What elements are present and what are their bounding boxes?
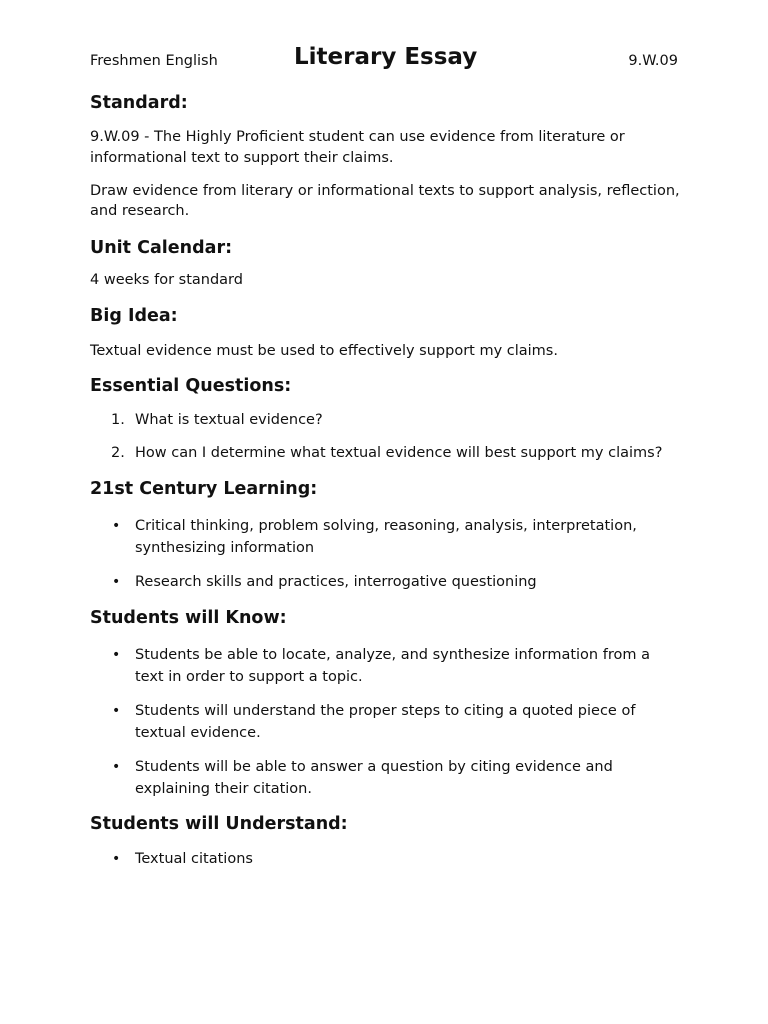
standard-code: 9.W.09 xyxy=(628,53,678,69)
standard-paragraph: 9.W.09 - The Highly Proficient student can use evidence from literature or informational text to support their claims. xyxy=(90,129,625,166)
section-heading-students-will-know: Students will Know: xyxy=(90,608,287,628)
bullet-icon: • xyxy=(112,851,121,867)
list-item xyxy=(90,572,680,593)
bullet-icon: • xyxy=(112,647,121,663)
bullet-icon: • xyxy=(112,518,121,534)
list-item xyxy=(90,410,680,431)
unit-calendar-text: 4 weeks for standard xyxy=(90,272,243,288)
list-item xyxy=(90,756,680,800)
section-students-will-understand xyxy=(90,812,680,870)
list-item-text: Students be able to locate, analyze, and synthesize information from a text in order to support a topic. xyxy=(135,647,650,685)
standard-paragraph: Draw evidence from literary or informational texts to support analysis, reflection, and research. xyxy=(90,183,680,219)
bullet-icon: • xyxy=(112,703,121,719)
list-item-text: Research skills and practices, interrogative questioning xyxy=(135,574,537,590)
list-item xyxy=(90,515,680,559)
list-item xyxy=(90,700,680,744)
bullet-icon: • xyxy=(112,574,121,590)
list-item xyxy=(90,644,680,688)
document-header xyxy=(90,0,680,90)
section-big-idea xyxy=(90,304,680,361)
list-item xyxy=(90,443,680,464)
document-title: Literary Essay xyxy=(294,44,478,70)
will-know-list xyxy=(90,644,680,800)
list-item-text: What is textual evidence? xyxy=(135,412,323,428)
document-page xyxy=(90,0,680,870)
big-idea-text: Textual evidence must be used to effectively support my claims. xyxy=(90,343,558,359)
list-item xyxy=(90,849,680,870)
essential-questions-list xyxy=(90,410,680,464)
list-item-text: Students will be able to answer a question by citing evidence and explaining their citation. xyxy=(135,759,613,797)
section-unit-calendar xyxy=(90,236,680,290)
section-heading-big-idea: Big Idea: xyxy=(90,306,178,326)
section-heading-standard: Standard: xyxy=(90,93,188,113)
list-item-text: Students will understand the proper steps to citing a quoted piece of textual evidence. xyxy=(135,703,636,741)
will-understand-list xyxy=(90,849,680,870)
section-essential-questions xyxy=(90,374,680,464)
section-heading-21st-century-learning: 21st Century Learning: xyxy=(90,479,318,499)
list-number: 2. xyxy=(111,445,125,461)
section-heading-unit-calendar: Unit Calendar: xyxy=(90,238,233,258)
section-heading-students-will-understand: Students will Understand: xyxy=(90,814,348,834)
bullet-icon: • xyxy=(112,759,121,775)
century-learning-list xyxy=(90,515,680,593)
section-students-will-know xyxy=(90,606,680,800)
section-21st-century-learning xyxy=(90,477,680,593)
list-item-text: Textual citations xyxy=(135,851,253,867)
list-number: 1. xyxy=(111,412,125,428)
section-heading-essential-questions: Essential Questions: xyxy=(90,376,292,396)
section-standard xyxy=(90,91,680,221)
list-item-text: Critical thinking, problem solving, reasoning, analysis, interpretation, synthesizing information xyxy=(135,518,637,556)
course-name: Freshmen English xyxy=(90,53,218,69)
list-item-text: How can I determine what textual evidence will best support my claims? xyxy=(135,445,663,461)
